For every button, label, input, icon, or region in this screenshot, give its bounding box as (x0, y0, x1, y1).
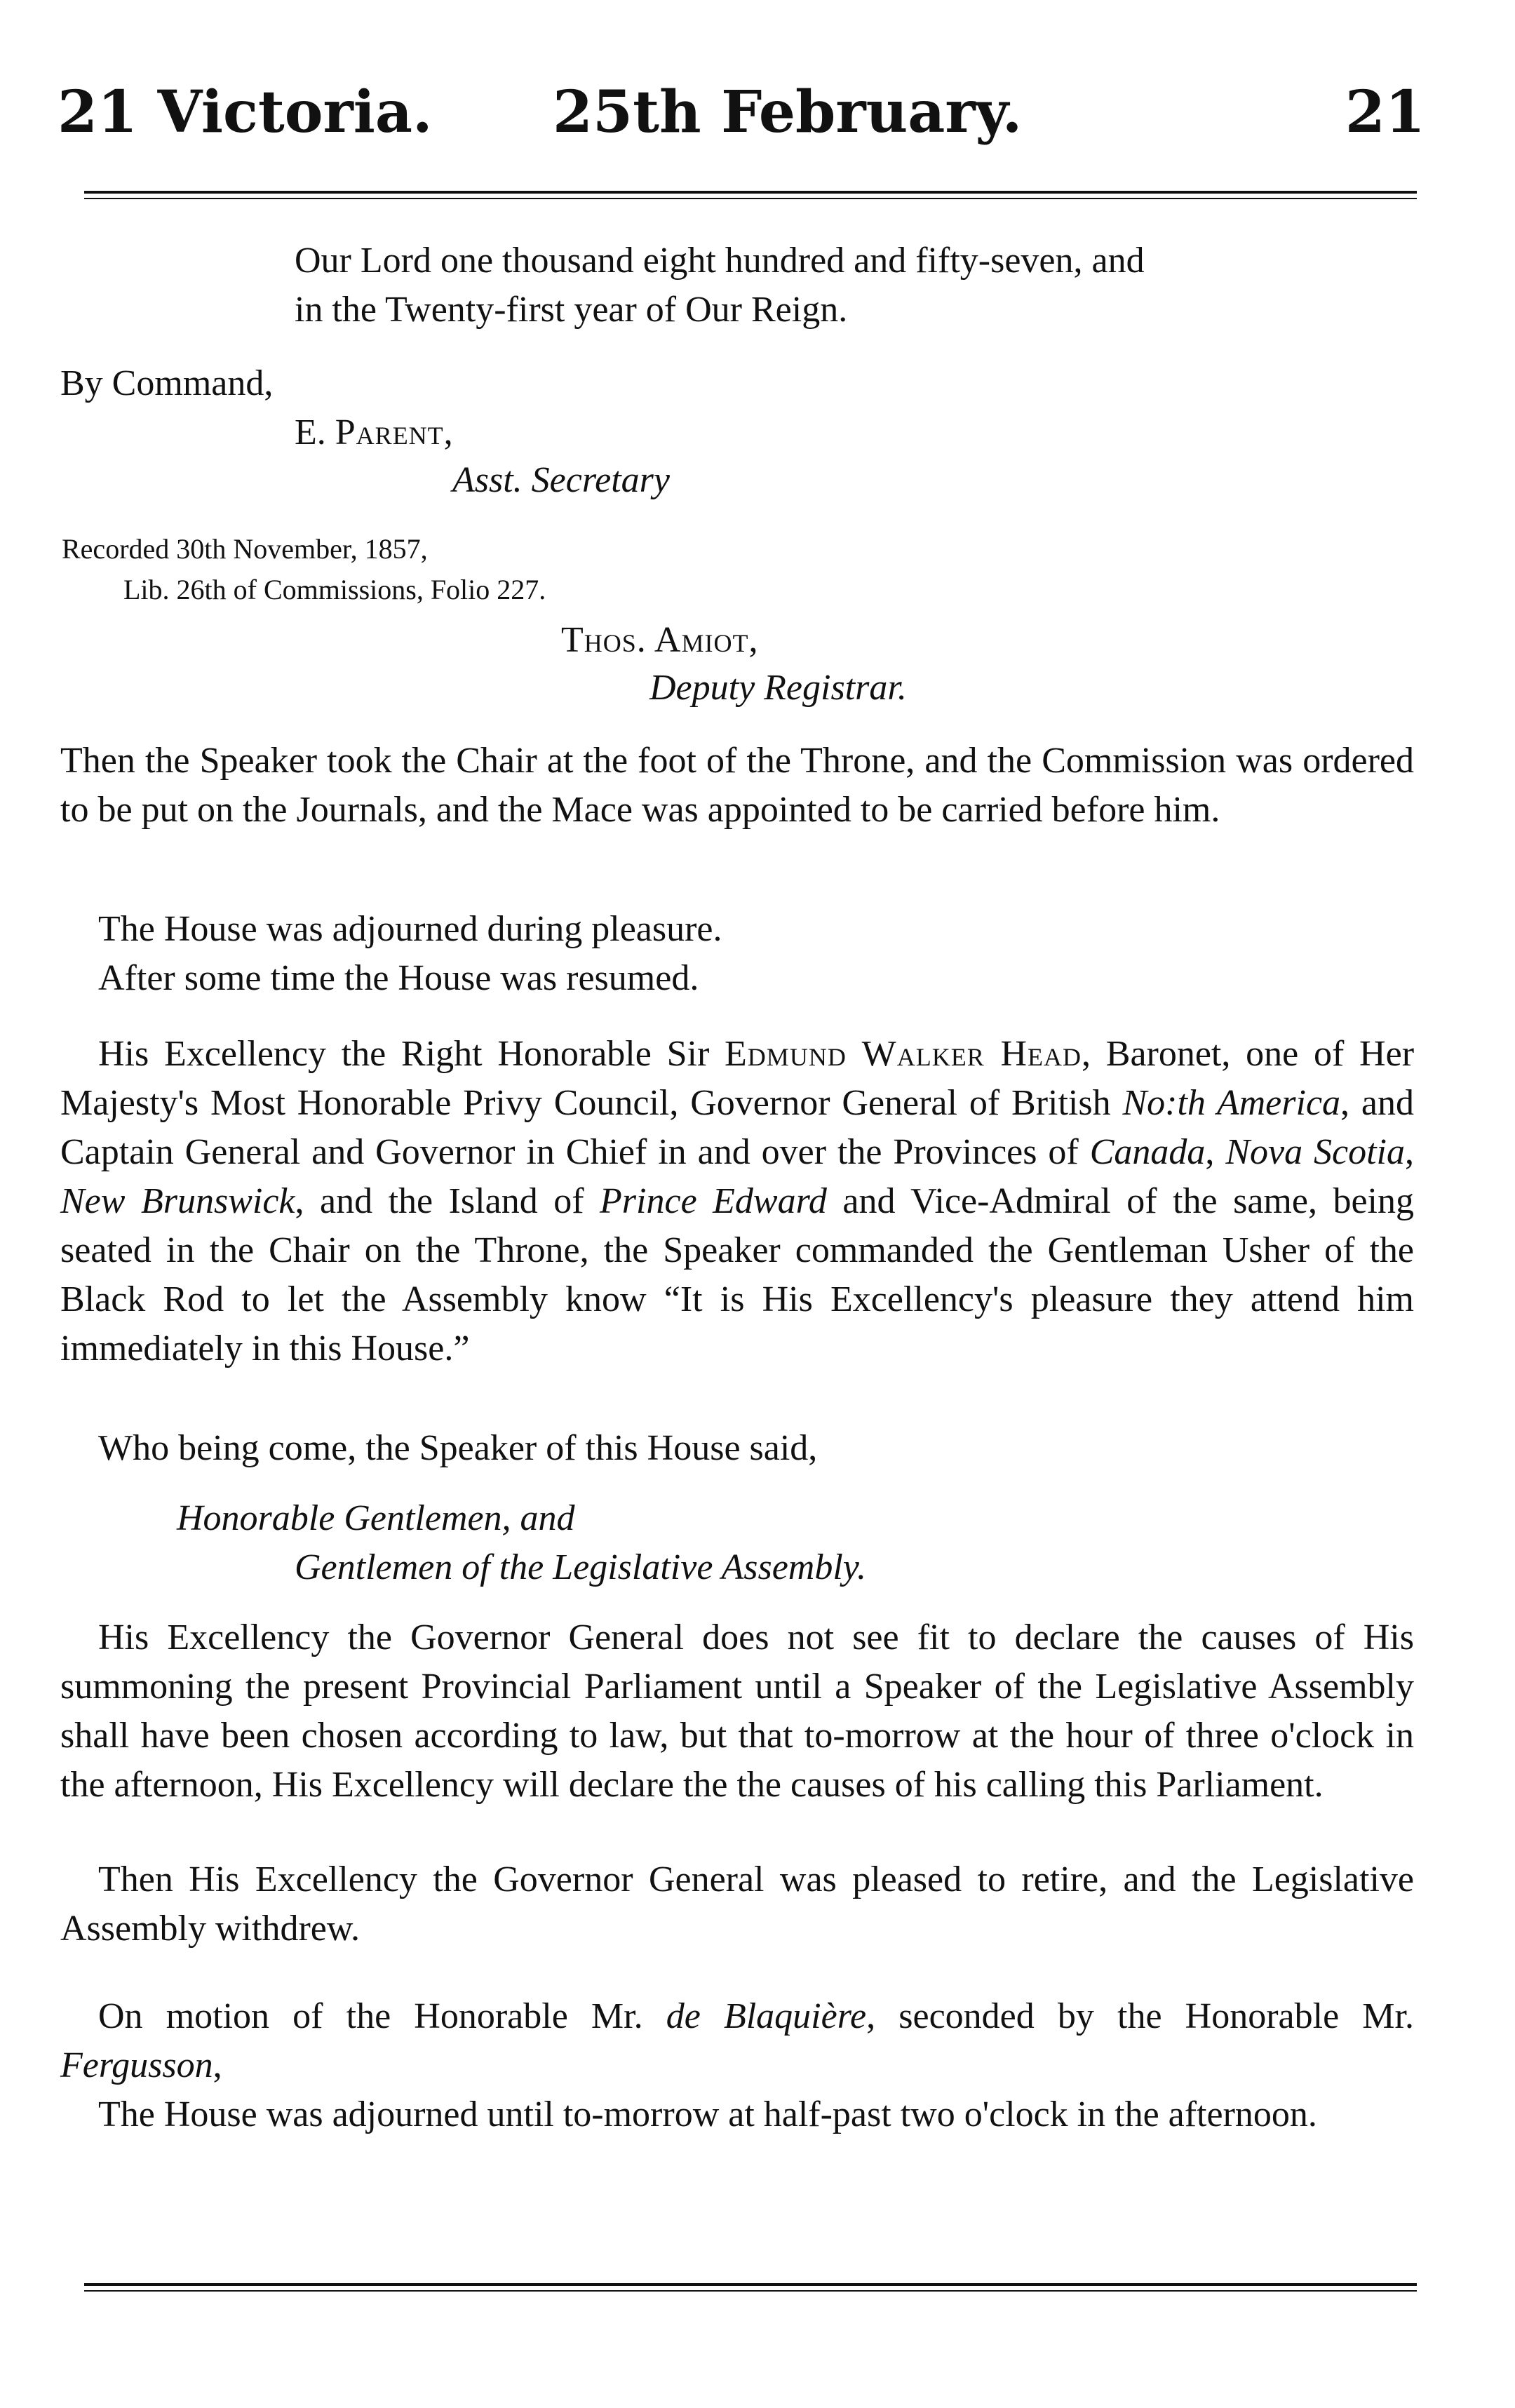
header-regnal-year: 21 Victoria. (58, 79, 433, 146)
p3-part-c: , and Captain General and Governor in Chief in and over the Provinces of (60, 1083, 1414, 1172)
p7-part-c: , (213, 2045, 222, 2085)
p3-part-a: His Excellency the Right Honorable Sir (98, 1034, 725, 1074)
p3-part-b: , Baronet, one of Her Majesty's Most Honorable Privy Council, Governor General of British (60, 1034, 1415, 1123)
header-date: 25th February. (553, 79, 1023, 146)
p3-part-g: and Vice-Admiral of the same, being seated in the Chair on the Throne, the Speaker commanded the Gentleman Usher of the Black Rod to let the Assembly know “It is His Excellency's pleasure they attend him immediately in this House.” (60, 1181, 1414, 1368)
by-command: By Command, (60, 363, 274, 403)
p3-new-brunswick: New Brunswick (60, 1181, 295, 1221)
registrar-title: Deputy Registrar. (649, 668, 907, 708)
record-line-2: Lib. 26th of Commissions, Folio 227. (123, 574, 546, 605)
paragraph-speaker-chair: Then the Speaker took the Chair at the foot of the Throne, and the Commission was ordered to be put on the Journals, and the Mace was appointed to be carried before him. (60, 741, 1414, 830)
p3-part-e: , (1405, 1132, 1414, 1172)
p7-mover: de Blaquière (666, 1996, 867, 2036)
page-header (58, 67, 1425, 158)
signatory-surname: Parent, (335, 412, 454, 452)
paragraph-adjournment: The House was adjourned until to-morrow at half-past two o'clock in the afternoon. (98, 2094, 1317, 2134)
p7-part-a: On motion of the Honorable Mr. (98, 1996, 666, 2036)
paragraph-retire: Then His Excellency the Governor General was pleased to retire, and the Legislative Assembly withdrew. (60, 1859, 1414, 1949)
paragraph-governor (60, 1030, 1414, 1373)
signatory-title: Asst. Secretary (452, 460, 670, 500)
p3-part-d: , (1205, 1132, 1226, 1172)
footer-rule (84, 2283, 1417, 2286)
p3-north-america: No:th America (1122, 1083, 1341, 1123)
paragraph-adjourned: The House was adjourned during pleasure. (98, 909, 722, 949)
p7-seconder: Fergusson (60, 2045, 213, 2085)
p3-canada: Canada (1089, 1132, 1206, 1172)
paragraph-speaker-said: Who being come, the Speaker of this House said, (98, 1428, 818, 1468)
p3-nova-scotia: Nova Scotia (1225, 1132, 1405, 1172)
commission-close-line-2: in the Twenty-first year of Our Reign. (295, 290, 848, 330)
record-line-1: Recorded 30th November, 1857, (62, 533, 428, 565)
registrar-name: Thos. Amiot, (561, 620, 759, 660)
paragraph-motion (60, 1992, 1414, 2090)
p3-governor-name: Edmund Walker Head (725, 1034, 1082, 1074)
p3-prince-edward: Prince Edward (600, 1181, 827, 1221)
p3-part-f: , and the Island of (295, 1181, 600, 1221)
paragraph-resumed: After some time the House was resumed. (98, 958, 699, 998)
address-line-2: Gentlemen of the Legislative Assembly. (295, 1547, 866, 1587)
address-line-1: Honorable Gentlemen, and (177, 1498, 575, 1538)
header-rule (84, 191, 1417, 194)
p7-part-b: , seconded by the Honorable Mr. (866, 1996, 1414, 2036)
paragraph-causes: His Excellency the Governor General does not see fit to declare the causes of His summoning the present Provincial Parliament until a Speaker of the Legislative Assembly shall have been chosen according to law, but that to-morrow at the hour of three o'clock in the afternoon, His Excellency will declare the the causes of his calling this Parliament. (60, 1617, 1414, 1805)
signatory-initial: E. (295, 412, 335, 452)
signatory-name (295, 408, 454, 457)
header-page-number: 21 (1345, 79, 1425, 146)
commission-close-line-1: Our Lord one thousand eight hundred and fifty-seven, and (295, 241, 1145, 281)
